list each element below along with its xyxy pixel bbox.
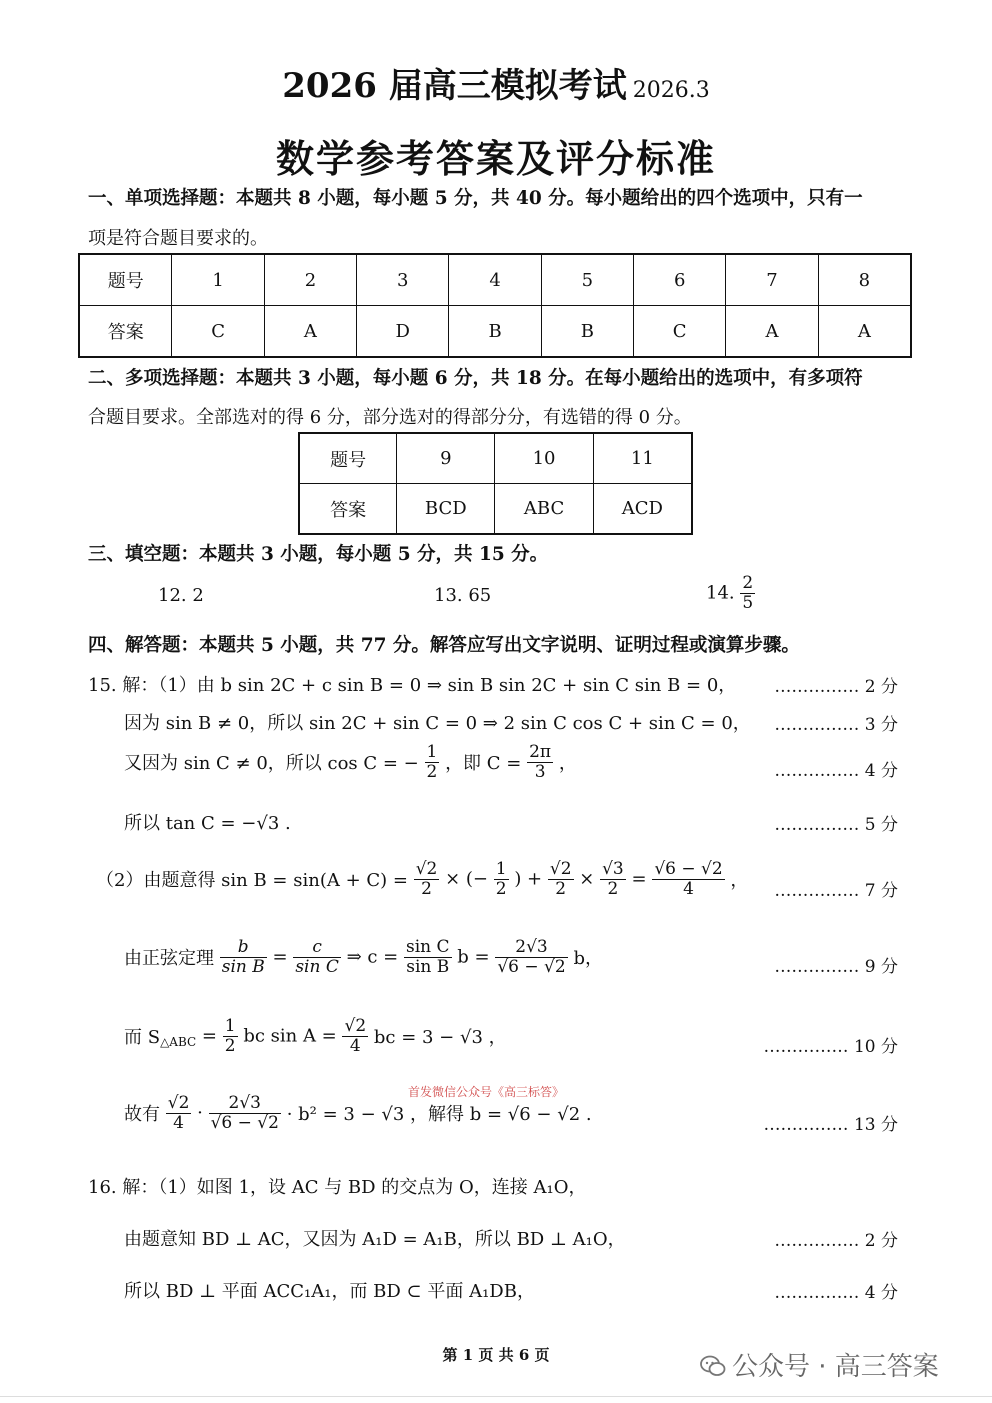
answer-q12: 12. 2 (158, 585, 204, 606)
fraction: $\frac{1}{2}$ (426, 742, 438, 782)
answer-q13: 13. 65 (434, 585, 492, 606)
table-row (299, 484, 692, 535)
answer-cell: ABC (495, 484, 593, 535)
section2-heading-cont: 合题目要求。全部选对的得 6 分，部分选对的得部分分，有选错的得 0 分。 (88, 407, 692, 428)
answer-cell: A (818, 306, 911, 358)
document-subtitle: 数学参考答案及评分标准 (275, 136, 716, 181)
q15-line-4: 所以 tan C = −√3 . (124, 813, 291, 834)
q15-line-1: 15. 解：（1）由 b sin 2C + c sin B = 0 ⇒ sin B sin 2C + sin C sin B = 0， (88, 675, 737, 696)
question-number: 5 (541, 254, 633, 306)
fraction: $\frac{√3}{2}$ (602, 859, 624, 899)
answer-cell: A (726, 306, 818, 358)
fraction: $\frac{\text{sin C}}{\text{sin B}}$ (406, 937, 450, 977)
question-number: 10 (495, 433, 593, 484)
question-number: 1 (172, 254, 264, 306)
section2-heading: 二、多项选择题：本题共 3 小题，每小题 6 分，共 18 分。在每小题给出的选项中，有多项符 (88, 368, 863, 389)
score-mark: …………… 3 分 (774, 715, 898, 735)
fraction: $\frac{√2}{4}$ (344, 1016, 367, 1056)
fraction: $\frac{1}{2}$ (224, 1016, 236, 1056)
wechat-account-mark: 公众号 · 高三答案 (700, 1346, 939, 1383)
fraction: $\frac{√6 - √2}{4}$ (654, 859, 723, 899)
fraction: $\frac{2√3}{√6 - √2}$ (497, 937, 566, 977)
row-label-answer: 答案 (299, 484, 397, 535)
section1-heading-cont: 项是符合题目要求的。 (88, 228, 268, 249)
divider (0, 1396, 992, 1397)
fraction: $\frac{2√3}{√6 - √2}$ (210, 1093, 279, 1133)
fraction: $\frac{1}{2}$ (495, 859, 507, 899)
section1-heading: 一、单项选择题：本题共 8 小题，每小题 5 分，共 40 分。每小题给出的四个选项中，只有一 (88, 188, 863, 209)
table-row (79, 306, 911, 358)
q15-line-8: 故有 $\frac{√2}{4}$ · $\frac{2√3}{√6 - √2}$ · b² = 3 − √3 ，解得 b = √6 − √2 . (124, 1093, 592, 1133)
exam-date: 2026.3 (632, 78, 710, 103)
fraction: $\frac{√2}{2}$ (415, 859, 438, 899)
q15-line-5: （2）由题意得 sin B = sin(A + C) = $\frac{√2}{2}$ × (− $\frac{1}{2}$ ) + $\frac{√2}{2}$ × $\frac{√3}{2}$ = $\frac{√6 - √2}{4}$ ， (96, 859, 749, 899)
section3-heading: 三、填空题：本题共 3 小题，每小题 5 分，共 15 分。 (88, 544, 549, 565)
q15-line-2: 因为 sin B ≠ 0，所以 sin 2C + sin C = 0 ⇒ 2 sin C cos C + sin C = 0， (124, 713, 751, 734)
table-row (79, 254, 911, 306)
table-row (299, 433, 692, 484)
single-choice-answer-table (78, 253, 912, 358)
question-number: 3 (357, 254, 449, 306)
fraction: $\frac{√2}{2}$ (549, 859, 572, 899)
score-mark: …………… 5 分 (774, 815, 898, 835)
fraction: $\frac{√2}{4}$ (167, 1093, 190, 1133)
score-mark: …………… 4 分 (774, 1283, 898, 1303)
score-mark: …………… 2 分 (774, 677, 898, 697)
q16-line-2: 由题意知 BD ⊥ AC，又因为 A₁D = A₁B，所以 BD ⊥ A₁O， (124, 1229, 626, 1250)
score-mark: …………… 4 分 (774, 761, 898, 781)
question-number: 2 (264, 254, 356, 306)
section4-heading: 四、解答题：本题共 5 小题，共 77 分。解答应写出文字说明、证明过程或演算步骤。 (88, 635, 800, 656)
answer-cell: B (541, 306, 633, 358)
answer-cell: C (634, 306, 726, 358)
answer-cell: A (264, 306, 356, 358)
question-number: 8 (818, 254, 911, 306)
row-label-question: 题号 (79, 254, 172, 306)
fraction: $\frac{c}{\text{sin C}}$ (295, 937, 339, 977)
answer-q14: 14. $\frac{2}{5}$ (706, 573, 754, 613)
score-mark: …………… 2 分 (774, 1231, 898, 1251)
answer-cell: BCD (397, 484, 495, 535)
page-number: 第 1 页 共 6 页 (442, 1346, 550, 1364)
question-number: 9 (397, 433, 495, 484)
q15-line-6: 由正弦定理 $\frac{b}{\text{sin B}}$ = $\frac{c}{\text{sin C}}$ ⇒ c = $\frac{\text{sin C}}{\text{sin B}}$ b = $\frac{2√3}{√6 - √2}$ b， (124, 937, 603, 977)
q16-line-1: 16. 解：（1）如图 1，设 AC 与 BD 的交点为 O，连接 A₁O， (88, 1177, 587, 1198)
question-number: 11 (593, 433, 692, 484)
score-mark: …………… 7 分 (774, 881, 898, 901)
question-number: 6 (634, 254, 726, 306)
q16-line-3: 所以 BD ⊥ 平面 ACC₁A₁，而 BD ⊂ 平面 A₁DB， (124, 1281, 535, 1302)
answer-cell: B (449, 306, 541, 358)
multi-choice-answer-table (298, 432, 693, 535)
score-mark: …………… 9 分 (774, 957, 898, 977)
q15-line-3: 又因为 sin C ≠ 0，所以 cos C = − $\frac{1}{2}$ ，即 C = $\frac{2\pi}{3}$ ， (124, 742, 577, 782)
score-mark: …………… 13 分 (763, 1115, 898, 1135)
fraction: $\frac{2}{5}$ (742, 573, 754, 613)
wechat-icon (700, 1354, 726, 1376)
q15-line-7: 而 $S_{\triangle ABC}$ = $\frac{1}{2}$ bc sin A = $\frac{√2}{4}$ bc = 3 − √3 ， (124, 1016, 507, 1056)
fraction: $\frac{b}{\text{sin B}}$ (221, 937, 265, 977)
answer-cell: ACD (593, 484, 692, 535)
exam-title: 2026 届高三模拟考试 2026.3 (282, 66, 710, 106)
score-mark: …………… 10 分 (763, 1037, 898, 1057)
answer-cell: D (357, 306, 449, 358)
watermark-text: 首发微信公众号《高三标答》 (408, 1085, 565, 1099)
row-label-answer: 答案 (79, 306, 172, 358)
question-number: 7 (726, 254, 818, 306)
question-number: 4 (449, 254, 541, 306)
fraction: $\frac{2\pi}{3}$ (529, 742, 552, 782)
row-label-question: 题号 (299, 433, 397, 484)
answer-cell: C (172, 306, 264, 358)
